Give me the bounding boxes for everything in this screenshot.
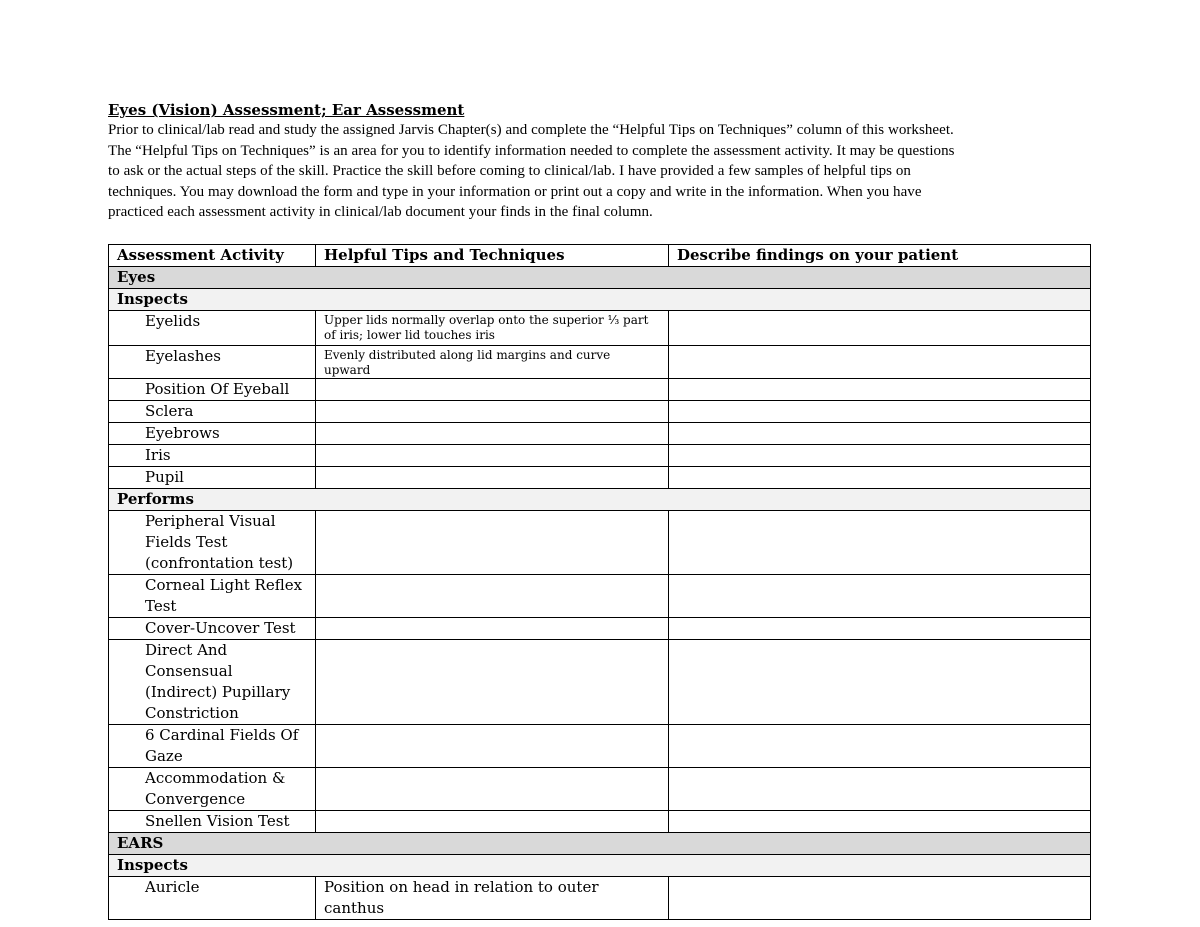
tip-cell[interactable] [316,511,669,575]
activity-cell: Eyelashes [109,346,316,379]
finding-cell[interactable] [669,423,1091,445]
table-row [109,467,1091,489]
tip-cell[interactable] [316,640,669,725]
activity-cell: Corneal Light Reflex Test [109,575,316,618]
activity-cell: Eyelids [109,311,316,346]
finding-cell[interactable] [669,640,1091,725]
intro-line: techniques. You may download the form and type in your information or print out a copy and write in the information. When you have [108,183,922,200]
finding-cell[interactable] [669,379,1091,401]
table-row [109,346,1091,379]
finding-cell[interactable] [669,768,1091,811]
tip-cell[interactable] [316,401,669,423]
subsection-eyes-performs [109,489,1091,511]
table-row [109,618,1091,640]
finding-cell[interactable] [669,575,1091,618]
subsection-label: Performs [109,489,1091,511]
table-row [109,401,1091,423]
subsection-label: Inspects [109,289,1091,311]
intro-line: The “Helpful Tips on Techniques” is an area for you to identify information needed to complete the assessment activity. It may be questions [108,142,955,159]
table-row [109,423,1091,445]
table-row [109,877,1091,920]
activity-cell: Sclera [109,401,316,423]
tip-cell[interactable] [316,423,669,445]
tip-cell[interactable] [316,379,669,401]
finding-cell[interactable] [669,811,1091,833]
tip-cell[interactable] [316,445,669,467]
finding-cell[interactable] [669,618,1091,640]
tip-cell[interactable] [316,768,669,811]
tip-cell[interactable] [316,575,669,618]
header-findings: Describe findings on your patient [669,245,1091,267]
finding-cell[interactable] [669,346,1091,379]
subsection-label: Inspects [109,855,1091,877]
document-body [108,101,1148,223]
finding-cell[interactable] [669,467,1091,489]
activity-cell: Cover-Uncover Test [109,618,316,640]
table-row [109,379,1091,401]
intro-line: to ask or the actual steps of the skill. Practice the skill before coming to clinical/lab. I have provided a few samples of helpful tips on [108,163,911,180]
table-header-row [109,245,1091,267]
table-row [109,445,1091,467]
table-row [109,575,1091,618]
header-helpful-tips: Helpful Tips and Techniques [316,245,669,267]
activity-cell: Eyebrows [109,423,316,445]
table-row [109,725,1091,768]
finding-cell[interactable] [669,445,1091,467]
tip-cell[interactable] [316,811,669,833]
table-row [109,640,1091,725]
activity-cell: Accommodation & Convergence [109,768,316,811]
activity-cell: Peripheral Visual Fields Test (confrontation test) [109,511,316,575]
intro-line: Prior to clinical/lab read and study the assigned Jarvis Chapter(s) and complete the “Helpful Tips on Techniques” column of this worksheet. [108,122,954,138]
finding-cell[interactable] [669,725,1091,768]
intro-paragraph [108,120,1148,223]
section-label: Eyes [109,267,1091,289]
tip-cell[interactable]: Upper lids normally overlap onto the superior ⅓ part of iris; lower lid touches iris [316,311,669,346]
tip-cell[interactable] [316,467,669,489]
finding-cell[interactable] [669,877,1091,920]
subsection-ears-inspects [109,855,1091,877]
section-ears [109,833,1091,855]
subsection-eyes-inspects [109,289,1091,311]
tip-cell[interactable] [316,725,669,768]
activity-cell: Iris [109,445,316,467]
tip-cell[interactable]: Position on head in relation to outer canthus [316,877,669,920]
activity-cell: Pupil [109,467,316,489]
section-eyes [109,267,1091,289]
table-row [109,511,1091,575]
tip-cell[interactable]: Evenly distributed along lid margins and curve upward [316,346,669,379]
activity-cell: Direct And Consensual (Indirect) Pupillary Constriction [109,640,316,725]
header-assessment-activity: Assessment Activity [109,245,316,267]
finding-cell[interactable] [669,511,1091,575]
finding-cell[interactable] [669,311,1091,346]
intro-line: practiced each assessment activity in clinical/lab document your finds in the final column. [108,204,653,221]
section-label: EARS [109,833,1091,855]
activity-cell: Position Of Eyeball [109,379,316,401]
tip-cell[interactable] [316,618,669,640]
table-row [109,811,1091,833]
document-title: Eyes (Vision) Assessment; Ear Assessment [108,101,465,119]
table-row [109,311,1091,346]
activity-cell: Snellen Vision Test [109,811,316,833]
activity-cell: Auricle [109,877,316,920]
assessment-table [108,244,1091,920]
activity-cell: 6 Cardinal Fields Of Gaze [109,725,316,768]
finding-cell[interactable] [669,401,1091,423]
table-row [109,768,1091,811]
